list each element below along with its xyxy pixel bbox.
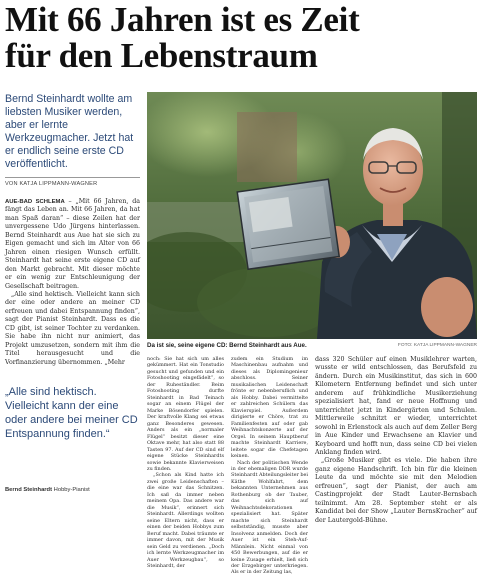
text-column-2 <box>147 356 224 584</box>
paragraph: Nach der politischen Wende in der ehemaligen DDR wurde Steinhardt Abteilungsleiter bei Käthe Wohlfahrt, dem bekannten Unternehmen aus Rothenburg ob der Tauber, das sich auf Weihnachtsdekorationen spezialisiert hat. Später machte sich Steinhardt selbstständig, musste aber Insolvenz anmelden. Doch der Auer ist ein Steh-Auf-Männlein. Nicht einmal von 450 Bewerbungen, auf die er keine Zusage erhielt, ließ sich der Erzgebirger unterkriegen. Als er in der Zeitung las, <box>231 459 308 576</box>
quote-author-role: Hobby-Pianist <box>53 487 90 493</box>
byline: VON KATJA LIPPMANN-WAGNER <box>5 177 140 187</box>
photo-steinhardt-holding-cd <box>147 92 477 339</box>
text-column-1 <box>5 198 140 374</box>
headline <box>5 2 475 74</box>
photo-caption <box>147 341 477 351</box>
paragraph: dass 320 Schüler auf einen Musiklehrer warten, wusste er wild entschlossen, das Berufsfeld zu ändern. Durch ein Musikinstitut, das sich in 600 Kilometern Entfernung befindet und sich unter anderem auf frühkindliche Musikerziehung spezialisiert hat, fand er neue Hoffnung und unterrichtet jetzt in Kindergärten und Schulen. Mittlerweile schnitzt er wieder, unterrichtet sowohl in Erlenstock als auch auf dem Zeller Berg in Aue Kinder und Erwachsene an Klavier und Keyboard und hofft nun, dass seine CD bei vielen Anklang finden wird. <box>315 356 477 456</box>
paragraph: zudem ein Studium im Maschinenbau aufnahm und dieses als Diplomingenieur abschloss. Seiner musikalischen Leidenschaft frönte er nebenberuflich und als Hobby. Dabei vermittelte er zahlreichen Schülern das Klavierspiel. Außerdem dirigierte er Chöre, trat zu Familienfesten auf oder gab Weihnachtskonzerte auf der Orgel. In seinem Hauptberuf machte Steinhardt Karriere, leitete sogar die Chefetagen keinen. <box>231 356 308 460</box>
article-photo <box>147 92 477 339</box>
caption-text: Da ist sie, seine eigene CD: Bernd Steinhardt aus Aue. <box>147 342 307 349</box>
quote-author-name: Bernd Steinhardt <box>5 487 53 493</box>
quote-attribution <box>5 487 140 493</box>
paragraph: „Alle sind hektisch. Vielleicht kann sich der eine oder andere an meiner CD erfreuen und dabei Entspannung finden“, sagt der Pianist Steinhardt. Dass es die CD gibt, ist seiner Tochter zu verdanken. Sie habe ihn nicht nur animiert, das Projekt umzusetzen, sondern mit ihm die Titel herausgesucht und die Vorfinanzierung übernommen. „Mehr <box>5 290 140 366</box>
paragraph: „Schon als Kind hatte ich zwei große Leidenschaften – die eine war das Schnitzen. Ich saß da immer neben meinem Opa. Das andere war die Musik“, erinnert sich Steinhardt. Allerdings wollten seine Eltern nicht, dass er einen der beiden Hobbys zum Beruf macht. Dabei träumte er immer davon, mit der Musik sein Geld zu verdienen. „Doch ich lernte Werkzeugmacher im Auer Werkzeugbau“, so Steinhardt, der <box>147 472 224 569</box>
headline-line-1: Mit 66 Jahren ist es Zeit <box>5 0 360 39</box>
article-intro: Bernd Steinhardt wollte am liebsten Musiker werden, aber er lernte Werkzeugmacher. Jetzt hat er endlich seine erste CD veröffentlicht. <box>5 93 134 170</box>
text-column-3 <box>231 356 308 584</box>
dateline: AUE-BAD SCHLEMA <box>5 199 65 205</box>
photo-credit: FOTO: KATJA LIPPMANN-WAGNER <box>397 343 477 348</box>
pull-quote: „Alle sind hektisch. Vielleicht kann der eine oder andere bei meiner CD Entspannung finden.“ <box>5 386 138 440</box>
paragraph: noch: Sie hat sich um alles gekümmert. Hat ein Tonstudio gesucht und gefunden und ein Fotoshooting eingefädelt“, so der Ruheständler. Beim Fotoshooting durfte Steinhardt in Bad Teinach sogar an einem Flügel der Marke Bösendorfer spielen. Der kraftvolle Klang sei etwas ganz Besonderes gewesen. Anders als ein „normaler Flügel“ besitzt dieser eine Oktave mehr, hat also statt 88 Tasten 97. Auf der CD sind elf eigene Stücke Steinhardts sowie bekannte Klavierweisen zu finden. <box>147 356 224 472</box>
paragraph: „Große Musiker gibt es viele. Die haben ihre ganz eigene Handschrift. Ich bin für die kleinen Leute da und möchte sie mit den Melodien erfreuen“, sagt der Pianist, der auch am Castingprojekt der Stadt Lauter-Bernsbach teilnimmt. Am 28. September steht er als Kandidat bei der Show „Lauter BernsKracher“ auf der Lautergold-Bühne. <box>315 457 477 524</box>
paragraph: AUE-BAD SCHLEMA – „Mit 66 Jahren, da fängt das Leben an. Mit 66 Jahren, da hat man Spaß daran“ – diese Zeilen hat der unvergessene Udo Jürgens hinterlassen. Bernd Steinhardt aus Aue hat sie sich zu Eigen gemacht und sich im Alter von 66 Jahren einen riesigen Wunsch erfüllt. Steinhardt hat seine erste eigene CD auf den Markt gebracht. Mit dieser möchte er ein wenig zur Entschleunigung der Gesellschaft beitragen. <box>5 198 140 290</box>
text-column-4 <box>315 356 477 584</box>
headline-line-2: für den Lebenstraum <box>5 36 318 75</box>
